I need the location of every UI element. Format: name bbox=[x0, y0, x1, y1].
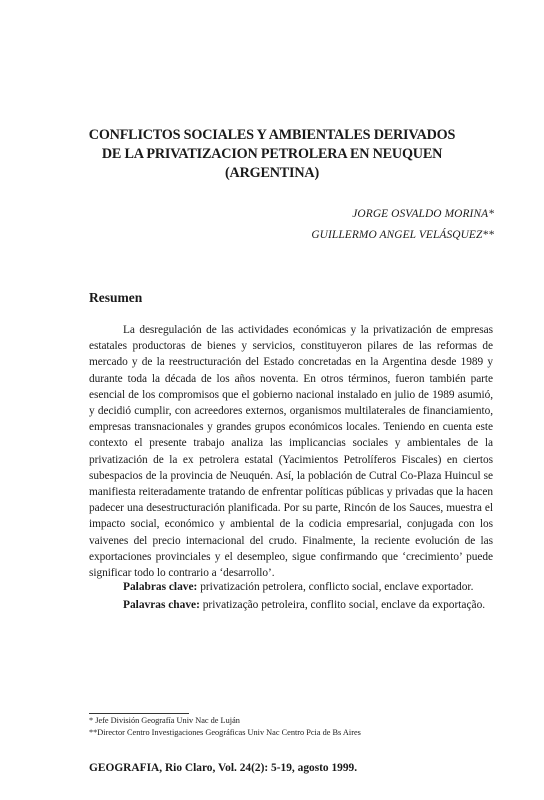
title-line-2: DE LA PRIVATIZACION PETROLERA EN NEUQUEN bbox=[101, 146, 443, 162]
keywords-portuguese bbox=[123, 599, 485, 611]
author-1: JORGE OSVALDO MORINA* bbox=[352, 208, 494, 220]
keywords-portuguese-value: privatização petroleira, conflito social, enclave da exportação. bbox=[199, 599, 486, 611]
footnote-1: * Jefe División Geografía Univ Nac de Luján bbox=[89, 716, 240, 725]
title-line-1: CONFLICTOS SOCIALES Y AMBIENTALES DERIVADOS bbox=[88, 127, 456, 143]
keywords-portuguese-label: Palavras chave: bbox=[123, 599, 200, 611]
abstract-body: La desregulación de las actividades económicas y la privatización de empresas estatales productoras de bienes y servicios, constituyeron pilares de las reformas de mercado y de la reestructuración del Estado concretadas en la Argentina desde 1989 y durante toda la década de los años noventa. En otros términos, fueron también parte esencial de los compromisos que el gobierno nacional instalado en julio de 1989 asumió, y decidió cumplir, con acreedores externos, organismos multilaterales de financiamiento, empresas transnacionales y grandes grupos económicos locales. Teniendo en cuenta este contexto el presente trabajo analiza las implicancias sociales y ambientales de la privatización de la ex petrolera estatal (Yacimientos Petrolíferos Fiscales) en ciertos subespacios de la provincia de Neuquén. Así, la población de Cutral Co-Plaza Huincul se manifiesta reiteradamente tratando de enfrentar políticas públicas y privadas que la hacen padecer una desestructuración planificada. Por su parte, Rincón de los Sauces, muestra el impacto social, económico y ambiental de la codicia empresarial, conjugada con los vaivenes del precio internacional del crudo. Finalmente, la reciente evolución de las exportaciones provinciales y el desempleo, sigue confirmando que ‘crecimiento’ puede significar todo lo contrario a ‘desarrollo’. bbox=[89, 324, 493, 580]
article-title bbox=[60, 126, 484, 183]
keywords-spanish-label: Palabras clave: bbox=[123, 581, 198, 593]
keywords-spanish bbox=[123, 581, 473, 593]
title-line-3: (ARGENTINA) bbox=[225, 165, 319, 181]
footnote-2: **Director Centro Investigaciones Geográficas Univ Nac Centro Pcia de Bs Aires bbox=[89, 728, 361, 737]
journal-citation: GEOGRAFIA, Rio Claro, Vol. 24(2): 5-19, agosto 1999. bbox=[89, 762, 358, 774]
author-2: GUILLERMO ANGEL VELÁSQUEZ** bbox=[311, 229, 494, 241]
abstract-heading: Resumen bbox=[89, 290, 143, 305]
footnote-divider bbox=[89, 713, 189, 714]
keywords-spanish-value: privatización petrolera, conflicto social, enclave exportador. bbox=[197, 581, 474, 593]
